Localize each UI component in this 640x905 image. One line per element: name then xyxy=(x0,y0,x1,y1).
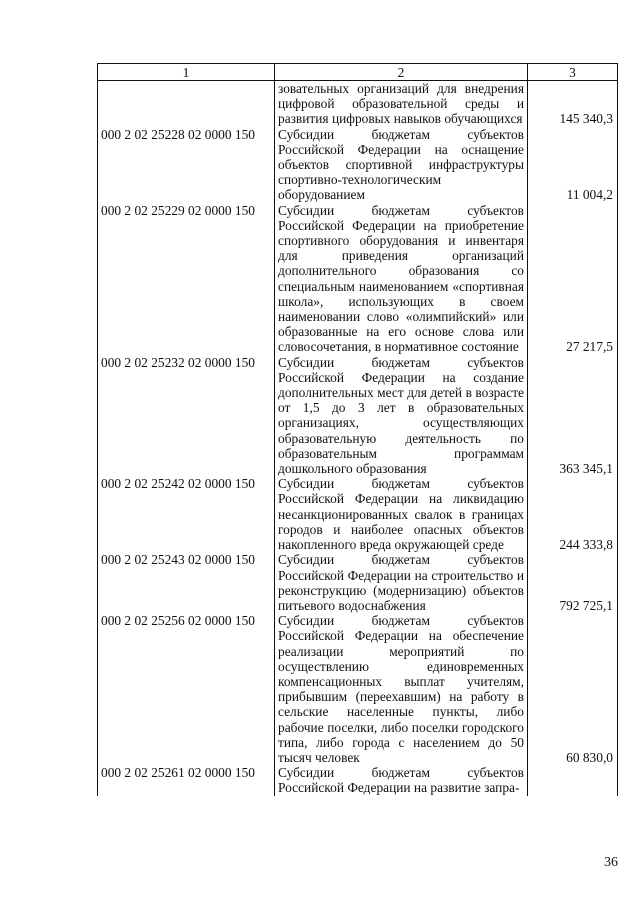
row-code: 000 2 02 25228 02 0000 150 xyxy=(98,127,275,203)
row-description: Субсидии бюджетам субъектов Российской Федерации на приобретение спортивного оборудования и инвентаря для приведения организаций дополнительного образования со специальным наименованием «спортивная школа», использующих в своем наименовании слово «олимпийский» или образованные на его основе слова или словосочетания, в нормативное состояние xyxy=(275,203,528,355)
row-code xyxy=(98,81,275,127)
row-amount: 792 725,1 xyxy=(528,552,618,613)
row-description: Субсидии бюджетам субъектов Российской Федерации на строительство и реконструкцию (модернизацию) объектов питьевого водоснабжения xyxy=(275,552,528,613)
row-amount: 27 217,5 xyxy=(528,203,618,355)
row-description: Субсидии бюджетам субъектов Российской Федерации на создание дополнительных мест для детей в возрасте от 1,5 до 3 лет в образовательных организациях, осуществляющих образовательную деятельность по образовательным программам дошкольного образования xyxy=(275,355,528,477)
row-amount: 11 004,2 xyxy=(528,127,618,203)
row-amount xyxy=(528,765,618,795)
table-row xyxy=(98,81,618,127)
row-code: 000 2 02 25232 02 0000 150 xyxy=(98,355,275,477)
budget-table xyxy=(97,63,618,796)
table-row xyxy=(98,203,618,355)
table-row xyxy=(98,127,618,203)
row-amount: 244 333,8 xyxy=(528,476,618,552)
row-code: 000 2 02 25243 02 0000 150 xyxy=(98,552,275,613)
table-row xyxy=(98,613,618,765)
row-description: зовательных организаций для внедрения цифровой образовательной среды и развития цифровых навыков обучающихся xyxy=(275,81,528,127)
row-amount: 145 340,3 xyxy=(528,81,618,127)
row-amount: 60 830,0 xyxy=(528,613,618,765)
row-description: Субсидии бюджетам субъектов Российской Федерации на развитие запра- xyxy=(275,765,528,795)
row-code: 000 2 02 25261 02 0000 150 xyxy=(98,765,275,795)
row-description: Субсидии бюджетам субъектов Российской Федерации на оснащение объектов спортивной инфраструктуры спортивно-технологическим оборудованием xyxy=(275,127,528,203)
row-code: 000 2 02 25242 02 0000 150 xyxy=(98,476,275,552)
row-code: 000 2 02 25229 02 0000 150 xyxy=(98,203,275,355)
column-header-description: 2 xyxy=(275,64,528,81)
page-number: 36 xyxy=(604,855,618,870)
row-amount: 363 345,1 xyxy=(528,355,618,477)
table-row xyxy=(98,765,618,795)
row-code: 000 2 02 25256 02 0000 150 xyxy=(98,613,275,765)
row-description: Субсидии бюджетам субъектов Российской Федерации на ликвидацию несанкционированных свалок в границах городов и наиболее опасных объектов накопленного вреда окружающей среде xyxy=(275,476,528,552)
column-header-code: 1 xyxy=(98,64,275,81)
column-header-amount: 3 xyxy=(528,64,618,81)
table-header-row xyxy=(98,64,618,81)
row-description: Субсидии бюджетам субъектов Российской Федерации на обеспечение реализации мероприятий по осуществлению единовременных компенсационных выплат учителям, прибывшим (переехавшим) на работу в сельские населенные пункты, либо рабочие поселки, либо поселки городского типа, либо города с населением до 50 тысяч человек xyxy=(275,613,528,765)
table-row xyxy=(98,552,618,613)
table-row xyxy=(98,355,618,477)
table-row xyxy=(98,476,618,552)
